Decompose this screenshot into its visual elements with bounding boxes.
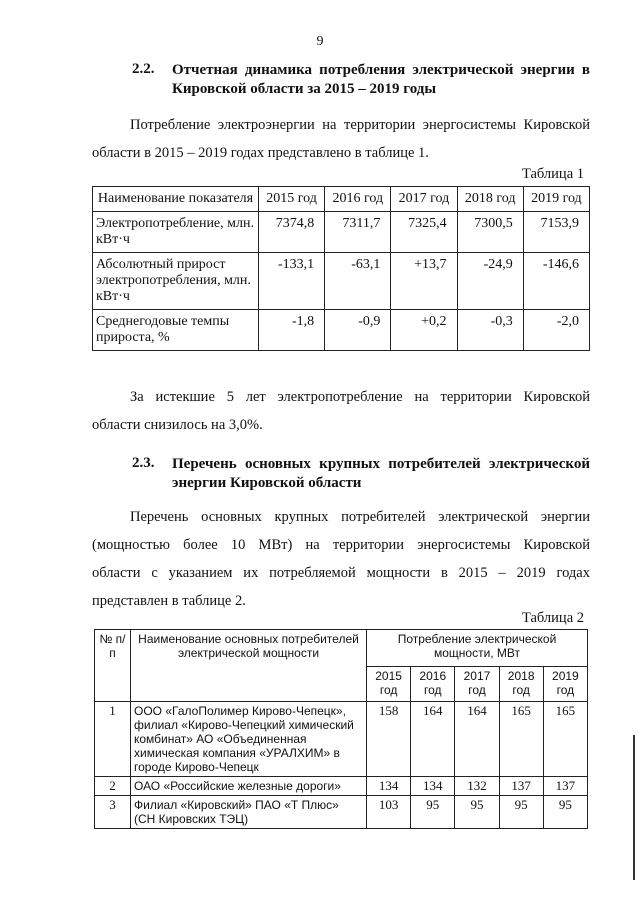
table-row [95, 796, 588, 829]
table2-header-num: № п/п [95, 630, 131, 702]
table1-caption: Таблица 1 [521, 166, 584, 182]
section-2-2-title-line1: Отчетная динамика потребления электрической энергии в [172, 62, 590, 78]
cell: 158 [367, 702, 411, 777]
cell: 7300,5 [457, 212, 523, 253]
cell: 7374,8 [259, 212, 325, 253]
section-2-3-title-line1: Перечень основных крупных потребителей электрической [172, 456, 590, 472]
cell: -63,1 [325, 253, 391, 310]
para-line: представлен в таблице 2. [92, 593, 246, 609]
table2-year: 2018 год [499, 667, 543, 702]
table1-header-row [93, 187, 590, 212]
cell: 164 [455, 702, 499, 777]
cell: -24,9 [457, 253, 523, 310]
para-line: Перечень основных крупных потребителей электрической энергии [130, 509, 590, 525]
cell: -0,9 [325, 310, 391, 351]
cell: -2,0 [523, 310, 589, 351]
scan-edge-line [633, 735, 635, 880]
cell: 137 [499, 777, 543, 796]
section-2-3-title-line2: энергии Кировской области [172, 475, 362, 491]
table2-year: 2016 год [411, 667, 455, 702]
table1-year: 2017 год [391, 187, 457, 212]
row-number: 1 [95, 702, 131, 777]
cell: +0,2 [391, 310, 457, 351]
table2-header-name: Наименование основных потребителей электрической мощности [131, 630, 367, 702]
cell: 95 [455, 796, 499, 829]
section-2-3-number: 2.3. [132, 455, 155, 471]
cell: -133,1 [259, 253, 325, 310]
table1 [92, 186, 590, 351]
table2-caption: Таблица 2 [521, 610, 584, 626]
table1-year: 2018 год [457, 187, 523, 212]
para-line: Потребление электроэнергии на территории энергосистемы Кировской [130, 117, 590, 133]
cell: 137 [543, 777, 587, 796]
row-number: 2 [95, 777, 131, 796]
cell: 95 [499, 796, 543, 829]
row-name: ОАО «Российские железные дороги» [131, 777, 367, 796]
cell: 7153,9 [523, 212, 589, 253]
table1-year: 2016 год [325, 187, 391, 212]
table2-year: 2015 год [367, 667, 411, 702]
table-row [95, 702, 588, 777]
cell: 7325,4 [391, 212, 457, 253]
table2-year: 2019 год [543, 667, 587, 702]
cell: 164 [411, 702, 455, 777]
table2-header-group: Потребление электрической мощности, МВт [367, 630, 588, 667]
cell: -146,6 [523, 253, 589, 310]
table-row [93, 310, 590, 351]
summary-paragraph [92, 383, 590, 439]
row-name: Филиал «Кировский» ПАО «Т Плюс» (СН Кировских ТЭЦ) [131, 796, 367, 829]
row-number: 3 [95, 796, 131, 829]
table-row [93, 253, 590, 310]
cell: 132 [455, 777, 499, 796]
table1-year: 2015 год [259, 187, 325, 212]
cell: 7311,7 [325, 212, 391, 253]
para-line: За истекшие 5 лет электропотребление на территории Кировской [130, 389, 590, 405]
table-row [93, 212, 590, 253]
table-row [95, 777, 588, 796]
cell: 134 [411, 777, 455, 796]
para-line: (мощностью более 10 МВт) на территории энергосистемы Кировской [92, 537, 590, 553]
cell: 134 [367, 777, 411, 796]
cell: 103 [367, 796, 411, 829]
row-name: ООО «ГалоПолимер Кирово-Чепецк», филиал «Кирово-Чепецкий химический комбинат» АО «Объединенная химическая компания «УРАЛХИМ» в городе Кирово-Чепецк [131, 702, 367, 777]
cell: +13,7 [391, 253, 457, 310]
row-name: Электропотребление, млн. кВт·ч [93, 212, 259, 253]
page-number: 9 [316, 34, 324, 49]
table2 [94, 629, 588, 829]
cell: -0,3 [457, 310, 523, 351]
section-2-2-number: 2.2. [132, 61, 155, 77]
row-name: Среднегодовые темпы прироста, % [93, 310, 259, 351]
cell: 165 [543, 702, 587, 777]
section-2-2-paragraph [92, 111, 590, 167]
para-line: области в 2015 – 2019 годах представлено в таблице 1. [92, 145, 429, 161]
section-2-2-title-line2: Кировской области за 2015 – 2019 годы [172, 81, 437, 97]
para-line: области снизилось на 3,0%. [92, 417, 263, 433]
section-2-3-paragraph [92, 503, 590, 615]
para-line: области с указанием их потребляемой мощности в 2015 – 2019 годах [92, 565, 590, 581]
table1-year: 2019 год [523, 187, 589, 212]
row-name: Абсолютный прирост электропотребления, млн. кВт·ч [93, 253, 259, 310]
table2-year: 2017 год [455, 667, 499, 702]
cell: -1,8 [259, 310, 325, 351]
table1-header-name: Наименование показателя [93, 187, 259, 212]
cell: 95 [411, 796, 455, 829]
cell: 95 [543, 796, 587, 829]
cell: 165 [499, 702, 543, 777]
table2-header-row [95, 630, 588, 667]
